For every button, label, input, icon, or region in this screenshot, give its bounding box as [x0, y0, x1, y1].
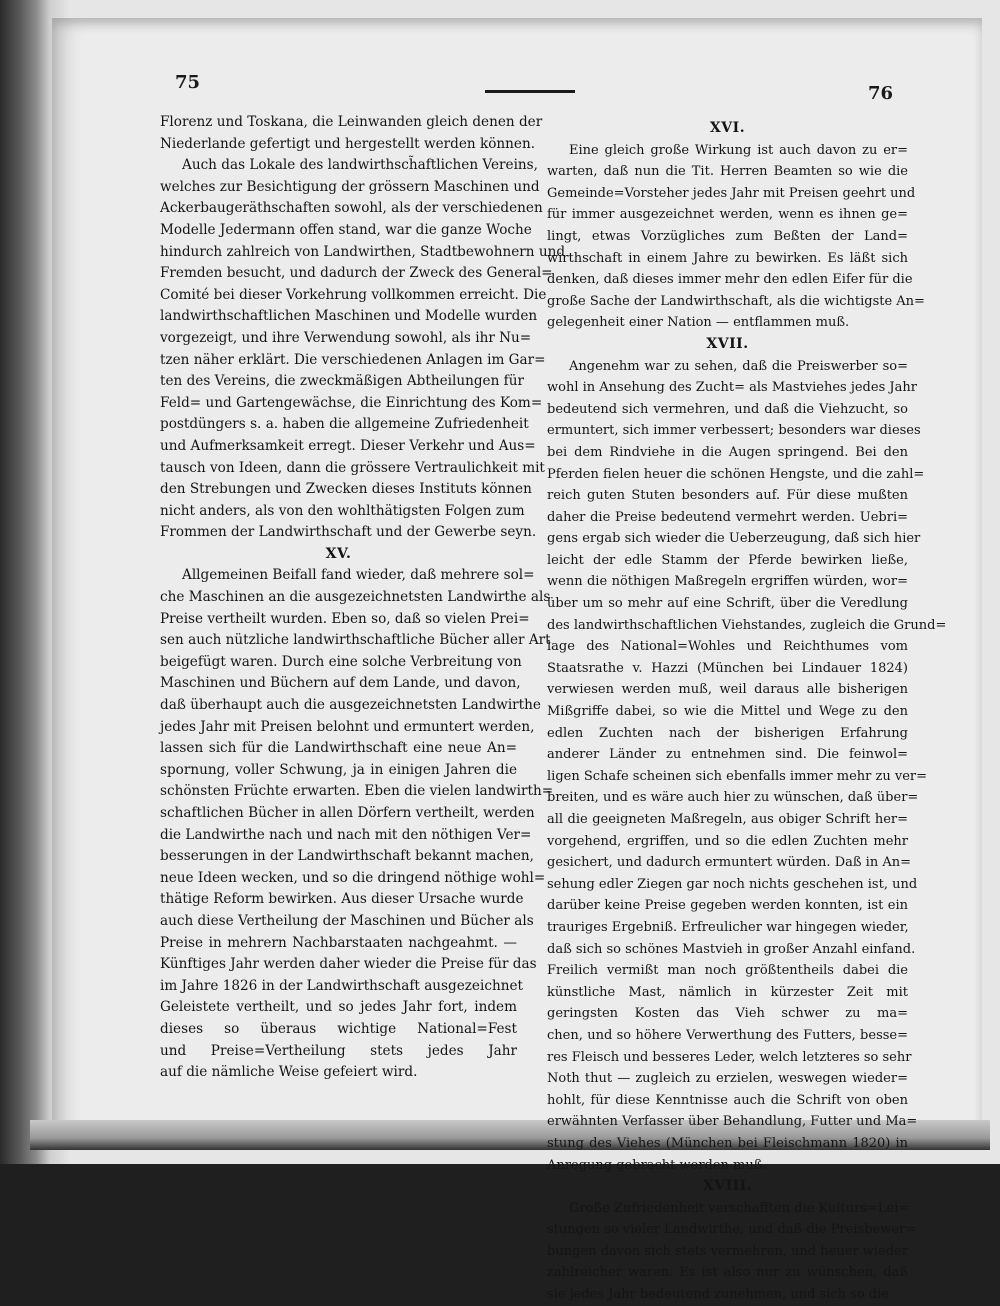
text-line: trauriges Ergebniß. Erfreulicher war hingegen wieder, [547, 919, 909, 935]
text-line: den Strebungen und Zwecken dieses Instituts können [160, 481, 532, 498]
text-line: Florenz und Toskana, die Leinwanden gleich denen der [160, 114, 543, 130]
paragraph-angenehm [547, 356, 947, 1177]
text-line: hindurch zahlreich von Landwirthen, Stadtbewohnern und [160, 243, 566, 260]
text-line: warten, daß nun die Tit. Herren Beamten so wie die [547, 164, 908, 180]
text-line: Ackerbaugeräthschaften sowohl, als der verschiedenen [160, 200, 543, 217]
text-line: lage des National=Wohles und Reichthumes vom [547, 639, 908, 655]
text-line: denken, daß dieses immer mehr den edlen Eifer für die [547, 272, 913, 288]
text-line: künstliche Mast, nämlich in kürzester Zeit mit [547, 984, 908, 1000]
text-line: die Landwirthe nach und nach mit den nöthigen Ver= [160, 826, 532, 843]
text-line: bei dem Rindviehe in die Augen springend. Bei den [547, 444, 908, 460]
text-line: lassen sich für die Landwirthschaft eine neue An= [160, 740, 517, 757]
text-line: Freilich vermißt man noch größtentheils dabei die [547, 963, 908, 979]
text-line: und Aufmerksamkeit erregt. Dieser Verkehr und Aus= [160, 437, 536, 454]
text-line: spornung, voller Schwung, ja in einigen Jahren die [160, 761, 517, 778]
text-line: wohl in Ansehung des Zucht= als Mastviehes jedes Jahr [547, 380, 917, 396]
text-line: Preise in mehrern Nachbarstaaten nachgeahmt. — [160, 934, 517, 951]
text-line: landwirthschaftlichen Maschinen und Modelle wurden [160, 308, 538, 325]
text-line: postdüngers s. a. haben die allgemeine Zufriedenheit [160, 416, 529, 433]
text-line: Auch das Lokale des landwirthsch̃aftlichen Vereins, [182, 157, 538, 174]
text-line: all die geeigneten Maßregeln, aus obiger Schrift her= [547, 812, 908, 827]
text-line: Geleistete vertheilt, und so jedes Jahr fort, indem [160, 999, 517, 1016]
text-line: erwähnten Verfasser über Behandlung, Futter und Ma= [547, 1114, 918, 1130]
text-line: Angenehm war zu sehen, daß die Preiswerber so= [569, 358, 908, 374]
text-line: daß sich so schönes Mastvieh in großer Anzahl einfand. [547, 941, 916, 957]
text-line: res Fleisch und besseres Leder, welch letzteres so sehr [547, 1049, 912, 1065]
text-line: ten des Vereins, die zweckmäßigen Abtheilungen für [160, 373, 524, 390]
text-line: jedes Jahr mit Preisen belohnt und ermuntert werden, [160, 718, 535, 735]
text-line: lingt, etwas Vorzügliches zum Beßten der Land= [547, 228, 908, 244]
section-heading-xv: XV. [325, 545, 352, 562]
text-line: bungen davon sich stets vermehren, und heuer wieder [547, 1243, 908, 1259]
text-line: Noth thut — zugleich zu erzielen, weswegen wieder= [547, 1071, 908, 1087]
text-line: des landwirthschaftlichen Viehstandes, zugleich die Grund= [547, 617, 947, 633]
text-line: gelegenheit einer Nation — entflammen muß. [547, 315, 850, 331]
text-line: Niederlande gefertigt und hergestellt werden können. [160, 135, 536, 152]
text-line: edlen Zuchten nach der bisherigen Erfahrung [547, 725, 908, 741]
text-line: zahlreicher waren. Es ist also nur zu wünschen, daß [547, 1265, 908, 1281]
text-line: breiten, und es wäre auch hier zu wünschen, daß über= [547, 790, 919, 806]
text-line: Anregung gebracht werden muß. [547, 1157, 767, 1173]
text-line: sehung edler Ziegen gar noch nichts geschehen ist, und [547, 876, 918, 892]
text-line: Gemeinde=Vorsteher jedes Jahr mit Preisen geehrt und [547, 185, 916, 201]
left-column [160, 112, 566, 1084]
text-line: daher die Preise bedeutend vermehrt werden. Uebri= [547, 509, 908, 525]
text-line: leicht der edle Stamm der Pferde bewirken ließe, [547, 552, 908, 568]
text-line: auf die nämliche Weise gefeiert wird. [160, 1064, 418, 1081]
section-heading-xviii: XVIII. [702, 1178, 753, 1195]
text-line: ligen Schafe scheinen sich ebenfalls immer mehr zu ver= [547, 768, 927, 784]
text-line: sen auch nützliche landwirthschaftliche Bücher aller Art [160, 632, 551, 649]
text-line: Maschinen und Büchern auf dem Lande, und davon, [160, 675, 521, 692]
right-column [547, 118, 947, 1306]
text-line: vorgezeigt, und ihre Verwendung sowohl, als ihr Nu= [160, 329, 532, 346]
text-line: reich guten Stuten besonders auf. Für diese mußten [547, 488, 908, 504]
page-number-right: 76 [868, 83, 894, 104]
text-line: darüber keine Preise gegeben werden konnten, ist ein [547, 898, 908, 914]
text-line: Große Zufriedenheit verschafften die Kulturs=Lei= [569, 1200, 910, 1216]
text-line: sie jedes Jahr bedeutend zunehmen, und sich so die [547, 1287, 889, 1303]
page-number-left: 75 [175, 72, 201, 93]
text-line: stung des Viehes (München bei Fleischmann 1820) in [547, 1135, 908, 1151]
text-line: geringsten Kosten das Vieh schwer zu ma= [547, 1006, 908, 1022]
text-line: neue Ideen wecken, und so die dringend nöthige wohl= [160, 869, 546, 886]
paragraph-beifall [160, 565, 554, 1083]
text-line: im Jahre 1826 in der Landwirthschaft ausgezeichnet [160, 977, 523, 994]
text-line: thätige Reform bewirken. Aus dieser Ursache wurde [160, 891, 524, 908]
text-line: Eine gleich große Wirkung ist auch davon zu er= [569, 142, 908, 158]
text-line: und Preise=Vertheilung stets jedes Jahr [160, 1042, 517, 1059]
text-line: Künftiges Jahr werden daher wieder die Preise für das [160, 956, 537, 973]
text-line: vorgehend, ergriffen, und so die edlen Zuchten mehr [547, 833, 908, 849]
text-line: für immer ausgezeichnet werden, wenn es ihnen ge= [547, 207, 908, 223]
text-line: anderer Länder zu entnehmen sind. Die feinwol= [547, 747, 908, 763]
section-heading-xvi: XVI. [709, 120, 746, 136]
text-line: dieses so überaus wichtige National=Fest [160, 1020, 517, 1037]
text-line: hohlt, für diese Kenntnisse auch die Schrift von oben [547, 1092, 908, 1108]
paragraph-lokale [160, 155, 566, 544]
paragraph-zufriedenheit [547, 1198, 917, 1306]
text-line: wenn die nöthigen Maßregeln ergriffen würden, wor= [547, 574, 908, 590]
text-line: Comité bei dieser Vorkehrung vollkommen erreicht. Die [160, 286, 547, 303]
text-line: schaftlichen Bücher in allen Dörfern vertheilt, werden [160, 805, 535, 821]
text-line: Preise vertheilt wurden. Eben so, daß so vielen Prei= [160, 610, 530, 627]
text-line: ermuntert, sich immer verbessert; besonders war dieses [547, 423, 921, 439]
paragraph-wirkung [547, 140, 925, 334]
text-line: welches zur Besichtigung der grössern Maschinen und [160, 178, 540, 195]
text-line: Mißgriffe dabei, so wie die Mittel und Wege zu den [547, 704, 908, 720]
text-line: Staatsrathe v. Hazzi (München bei Lindauer 1824) [547, 660, 908, 676]
text-line: schönsten Früchte erwarten. Eben die vielen landwirth= [160, 783, 554, 800]
text-line: bedeutend sich vermehren, und daß die Viehzucht, so [547, 401, 908, 417]
text-line: Fremden besucht, und dadurch der Zweck des General= [160, 265, 553, 282]
text-line: chen, und so höhere Verwerthung des Futters, besse= [547, 1027, 908, 1043]
text-line: Allgemeinen Beifall fand wieder, daß mehrere sol= [182, 567, 535, 584]
text-line: gens ergab sich wieder die Ueberzeugung, daß sich hier [547, 531, 921, 547]
text-line: über um so mehr auf eine Schrift, über die Veredlung [547, 596, 908, 612]
text-line: nicht anders, als von den wohlthätigsten Folgen zum [160, 502, 525, 519]
paragraph-florenz [160, 112, 543, 155]
text-line: Feld= und Gartengewächse, die Einrichtung des Kom= [160, 394, 543, 411]
text-line: besserungen in der Landwirthschaft bekannt machen, [160, 848, 534, 865]
text-line: daß überhaupt auch die ausgezeichnetsten Landwirthe [160, 697, 541, 714]
text-line: beigefügt waren. Durch eine solche Verbreitung von [160, 653, 522, 670]
text-line: Modelle Jedermann offen stand, war die ganze Woche [160, 221, 532, 238]
text-line: Frommen der Landwirthschaft und der Gewerbe seyn. [160, 524, 537, 541]
header-rule [485, 90, 575, 93]
text-line: große Sache der Landwirthschaft, als die wichtigste An= [547, 293, 925, 309]
text-line: gesichert, und dadurch ermuntert würden. Daß in An= [547, 855, 911, 871]
text-line: tzen näher erklärt. Die verschiedenen Anlagen im Gar= [160, 351, 546, 368]
text-line: tausch von Ideen, dann die grössere Vertraulichkeit mit [160, 459, 545, 476]
text-line: Pferden fielen heuer die schönen Hengste, und die zahl= [547, 466, 925, 482]
text-line: che Maschinen an die ausgezeichnetsten Landwirthe als [160, 589, 551, 606]
text-line: auch diese Vertheilung der Maschinen und Bücher als [160, 912, 534, 929]
text-line: wirthschaft in einem Jahre zu bewirken. Es läßt sich [547, 250, 908, 266]
section-heading-xvii: XVII. [706, 335, 749, 352]
text-line: verwiesen werden muß, weil daraus alle bisherigen [547, 682, 908, 698]
text-line: stungen so vieler Landwirthe, und daß die Preisbewer= [547, 1222, 917, 1238]
